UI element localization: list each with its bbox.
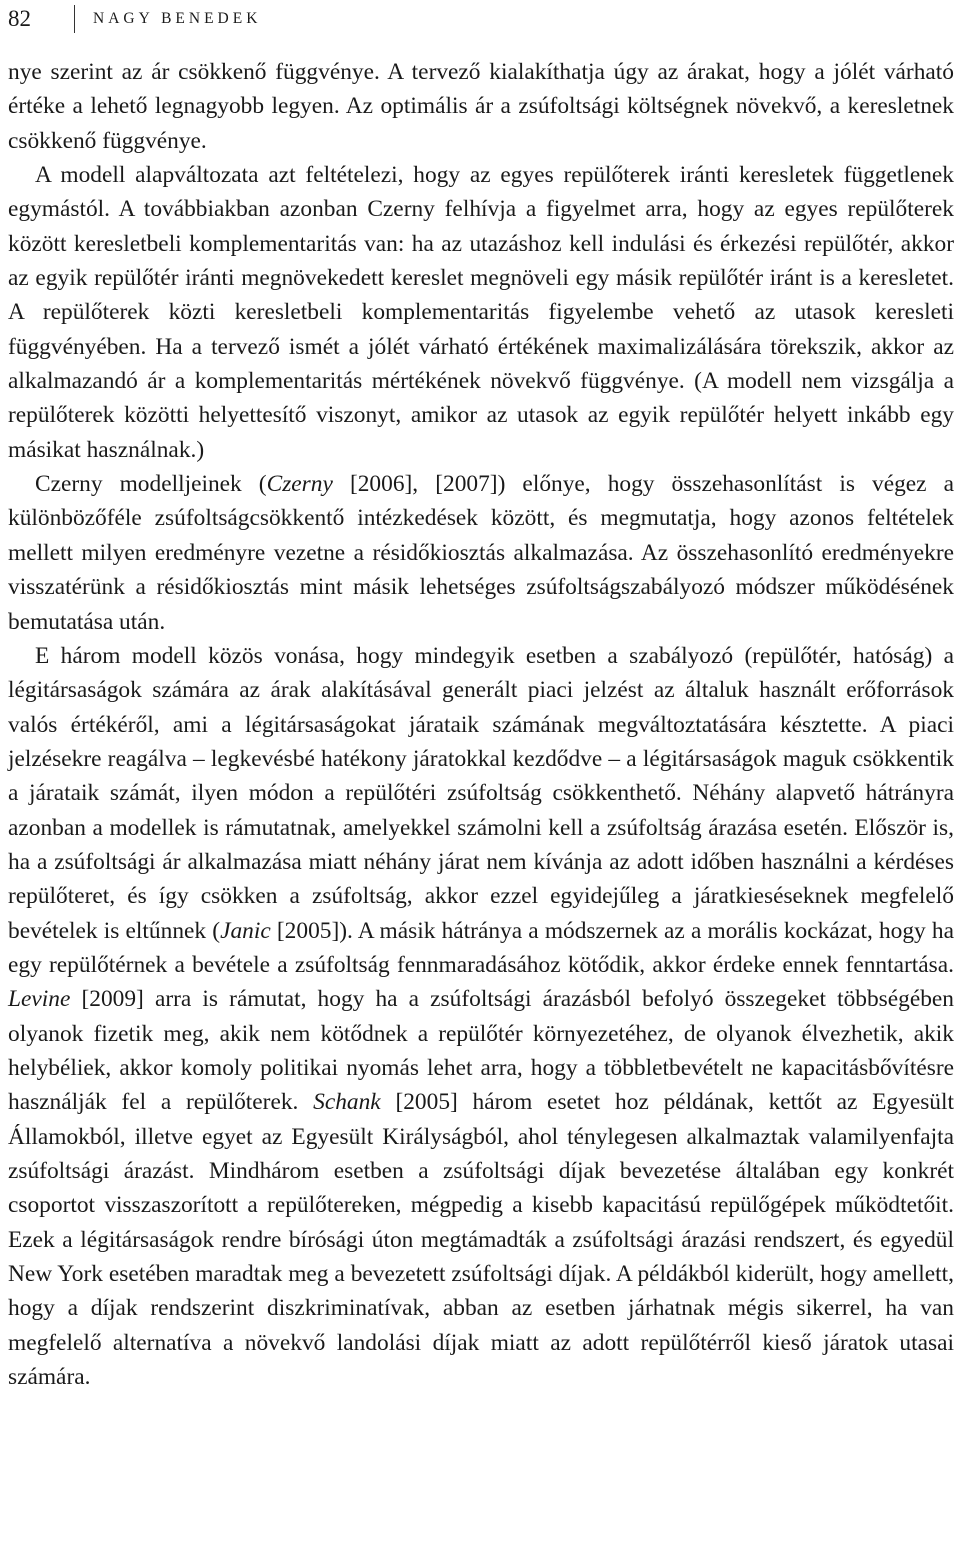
text-run: [2005] három esetet hoz példának, kettőt az Egyesült Államokból, illetve egyet az Egyesült Királyságból, ahol ténylegesen alkalmaztak valamilyenfajta zsúfoltsági árazást. Mindhárom esetben a zsúfoltsági díjak bevezetése általában egy konkrét csoportot visszaszorított a repülőtereken, mégpedig a kisebb kapacitású repülőgépek működtetőit. Ezek a légitársaságok rendre bírósági úton megtámadták a zsúfoltsági árazási rendszert, és egyedül New York esetében maradtak meg a bevezetett zsúfoltsági díjak. A példákból kiderült, hogy amellett, hogy a díjak rendszerint diszkriminatívak, abban az esetben járhatnak mégis sikerrel, ha van megfelelő alternatíva a növekvő landolási díjak miatt az adott repülőtérről kieső járatok utasai számára.	[8, 1089, 955, 1391]
citation-author: Schank	[313, 1089, 381, 1116]
running-head: NAGY BENEDEK	[93, 10, 262, 27]
text-run: [2005]). A másik hátránya a módszernek az a morális kockázat, hogy ha egy repülőtérnek a bevétele a zsúfoltság fennmaradásához kötődik, akkor érdeke ennek fenntartása.	[8, 917, 954, 978]
citation-author: Levine	[8, 986, 71, 1013]
text-run: E három modell közös vonása, hogy mindegyik esetben a szabályozó (repülőtér, hatóság) a légitársaságok számára az árak alakításával generált piaci jelzést az általuk használt erőforrások valós értékéről, ami a légitársaságokat járataik számának megváltoztatására késztette. A piaci jelzésekre reagálva – legkevésbé hatékony járatokkal kezdődve – a légitársaságok maguk csökkentik a járataik számát, ilyen módon a repülőtéri zsúfoltság csökkenthető. Néhány alapvető hátrányra azonban a modellek is rámutatnak, amelyekkel számolni kell a zsúfoltság árazása esetén. Először is, ha a zsúfoltsági ár alkalmazása miatt néhány járat nem kívánja az adott időben használni a kérdéses repülőteret, és így csökken a zsúfoltság, akkor ezzel egyidejűleg a járatkieséseknek megfelelő bevételek is eltűnnek (	[8, 642, 954, 944]
citation-author: Czerny	[266, 471, 333, 498]
paragraph-4	[8, 639, 954, 1395]
paragraph-3	[8, 467, 954, 639]
text-run: Czerny modelljeinek (	[35, 471, 267, 498]
text-run: nye szerint az ár csökkenő függvénye. A tervező kialakíthatja úgy az árakat, hogy a jólét várható értéke a lehető legnagyobb legyen. Az optimális ár a zsúfoltsági költségnek növekvő, a keresletnek csökkenő függvénye.	[8, 59, 954, 154]
paragraph-2	[8, 158, 954, 467]
citation-author: Janic	[220, 917, 271, 944]
text-run: A modell alapváltozata azt feltételezi, hogy az egyes repülőterek iránti keresletek függetlenek egymástól. A továbbiakban azonban Czerny felhívja a figyelmet arra, hogy az egyes repülőterek között keresletbeli komplementaritás van: ha az utazáshoz kell indulási és érkezési repülőtér, akkor az egyik repülőtér iránti megnövekedett kereslet megnöveli egy másik repülőtér iránt is a keresletet. A repülőterek közti keresletbeli komplementaritás figyelembe vehető az utasok keresleti függvényében. Ha a tervező ismét a jólét várható értékének maximalizálására törekszik, akkor az alkalmazandó ár a komplementaritás mértékének növekvő függvénye. (A modell nem vizsgálja a repülőterek közötti helyettesítő viszonyt, amikor az utasok az egyik repülőtér helyett inkább egy másikat használnak.)	[8, 162, 954, 463]
text-run: [2006], [2007]) előnye, hogy összehasonlítást is végez a különbözőféle zsúfoltságcsökkentő intézkedések között, és megmutatja, hogy azonos feltételek mellett milyen eredményre vezetne a résidőkiosztás alkalmazása. Az összehasonlító eredményekre visszatérünk a résidőkiosztás mint másik lehetséges zsúfoltságszabályozó módszer működésének bemutatása után.	[8, 471, 954, 635]
paragraph-1	[8, 55, 954, 158]
page-number: 82	[8, 6, 31, 31]
page-header	[8, 4, 952, 34]
header-divider	[74, 5, 75, 33]
text-run: [2009] arra is rámutat, hogy ha a zsúfoltsági árazásból befolyó összegeket többségében olyanok fizetik meg, akik nem kötődnek a repülőtér környezetéhez, de olyanok élvezhetik, akik helybéliek, akkor komoly politikai nyomás lehet arra, hogy a többletbevételt ne kapacitásbővítésre használják fel a repülőterek.	[8, 986, 954, 1116]
body-text	[8, 55, 954, 1394]
